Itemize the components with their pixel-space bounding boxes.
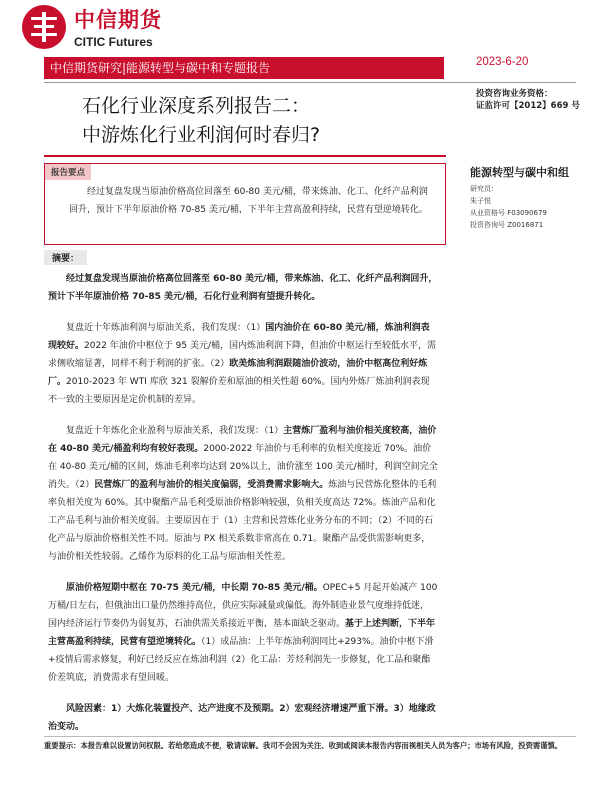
cert-line-1: 投资咨询业务资格： <box>476 89 553 99</box>
qualification-1: 从业资格号 F03090679 <box>470 209 547 217</box>
risk-factors: 风险因素：1）大炼化装置投产、达产进度不及预期。2）宏观经济增速严重下滑。3）地缘政治变动。 <box>48 704 436 732</box>
analyst-info <box>470 183 547 231</box>
abstract-p1: 经过复盘发现当原油价格高位回落至 60-80 美元/桶，带来炼油、化工、化纤产品利润回升，预计下半年原油价格 70-85 美元/桶，石化行业利润有望提升转化。 <box>48 274 438 302</box>
qualification-2: 投资咨询号 Z0016871 <box>470 221 544 229</box>
divider <box>44 82 576 83</box>
report-category-band: 中信期货研究|能源转型与碳中和专题报告 <box>44 57 444 79</box>
abstract-p4: 原油价格短期中枢在 70-75 美元/桶，中长期 70-85 美元/桶。OPEC+5 月起开始减产 100 万桶/日左右，但俄油出口量仍然维持高位，供应实际减量或偏低。海外制造业景气度维持低迷，国内经济运行节奏仍为弱复苏，石油供需关系接近平衡，基本面缺乏驱动。基于上述判断，下半年主营高盈利持续，民营有望逆境转化。（1）成品油：上半年炼油利润同比+293%。油价中枢下滑+疫情后需求修复，利好已经反应在炼油利润（2）化工品：芳烃利润先一步修复，化工品和聚酯价差筑底，消费需求有望回暖。 <box>48 583 438 683</box>
key-points-tab: 报告要点 <box>45 164 91 180</box>
title-line-2: 中游炼化行业利润何时春归? <box>82 124 321 146</box>
report-date: 2023-6-20 <box>476 56 529 68</box>
disclaimer-footer: 重要提示：本报告难以设置访问权限。若给您造成不便，敬请谅解。我司不会因为关注、收到或阅读本报告内容而视相关人员为客户；市场有风险，投资需谨慎。 <box>44 736 576 751</box>
analyst-name: 朱子悦 <box>470 197 491 205</box>
citic-logo-icon <box>22 5 66 49</box>
title-line-1: 石化行业深度系列报告二： <box>82 95 311 117</box>
abstract-body <box>48 270 438 749</box>
abstract-tab: 摘要： <box>44 250 87 265</box>
abstract-p3: 复盘近十年炼化企业盈利与原油关系，我们发现：（1）主营炼厂盈利与油价相关度较高，油价在 40-80 美元/桶盈利均有较好表现。2000-2022 年油价与毛利率的负相关度接近 70%。油价在 40-80 美元/桶的区间，炼油毛利率均达到 20%以上，油价涨至 100 美元/桶时，利润空间完全消失。（2）民营炼厂的盈利与油价的相关度偏弱，受消费需求影响大。炼油与民营炼化整体的毛利率负相关度为 60%。其中聚酯产品毛利受原油价格影响较强，负相关度高达 72%。炼油产品和化工产品毛利与油价相关度弱。主要原因在于（1）主营和民营炼化业务分布的不同；（2）不同的石化产品与原油价格相关性不同。原油与 PX 相关系数非常高在 0.71。聚酯产品受供需影响更多，与油价相关性较弱。乙烯作为原料的化工品与原油相关性差。 <box>48 426 438 562</box>
key-points-box <box>44 163 446 245</box>
logo <box>22 4 162 49</box>
report-title <box>82 92 320 150</box>
abstract-p2: 复盘近十年炼油利润与原油关系，我们发现：（1）国内油价在 60-80 美元/桶，炼油利润表现较好。2022 年油价中枢位于 95 美元/桶，国内炼油利润下降，但油价中枢运行至较低水平，需求侧收缩显著，同样不利于利润的扩张。（2）欧美炼油利润跟随油价波动，油价中枢高位利好炼厂。2010-2023 年 WTI 库欣 321 裂解价差和原油的相关性超 60%。国内外炼厂炼油利润表现不一致的主要原因是定价机制的差异。 <box>48 323 436 405</box>
certification <box>476 88 580 112</box>
title-underline <box>44 155 446 157</box>
logo-cn: 中信期货 <box>74 8 162 32</box>
logo-en: CITIC Futures <box>74 35 153 49</box>
research-group: 能源转型与碳中和组 <box>470 166 569 179</box>
analyst-role: 研究员： <box>470 185 498 193</box>
key-points-text: 经过复盘发现当原油价格高位回落至 60-80 美元/桶，带来炼油、化工、化纤产品利润回升，预计下半年原油价格 70-85 美元/桶，下半年主营高盈利持续，民营有望逆境转化。 <box>69 187 428 215</box>
cert-line-2: 证监许可【2012】669 号 <box>476 101 580 111</box>
